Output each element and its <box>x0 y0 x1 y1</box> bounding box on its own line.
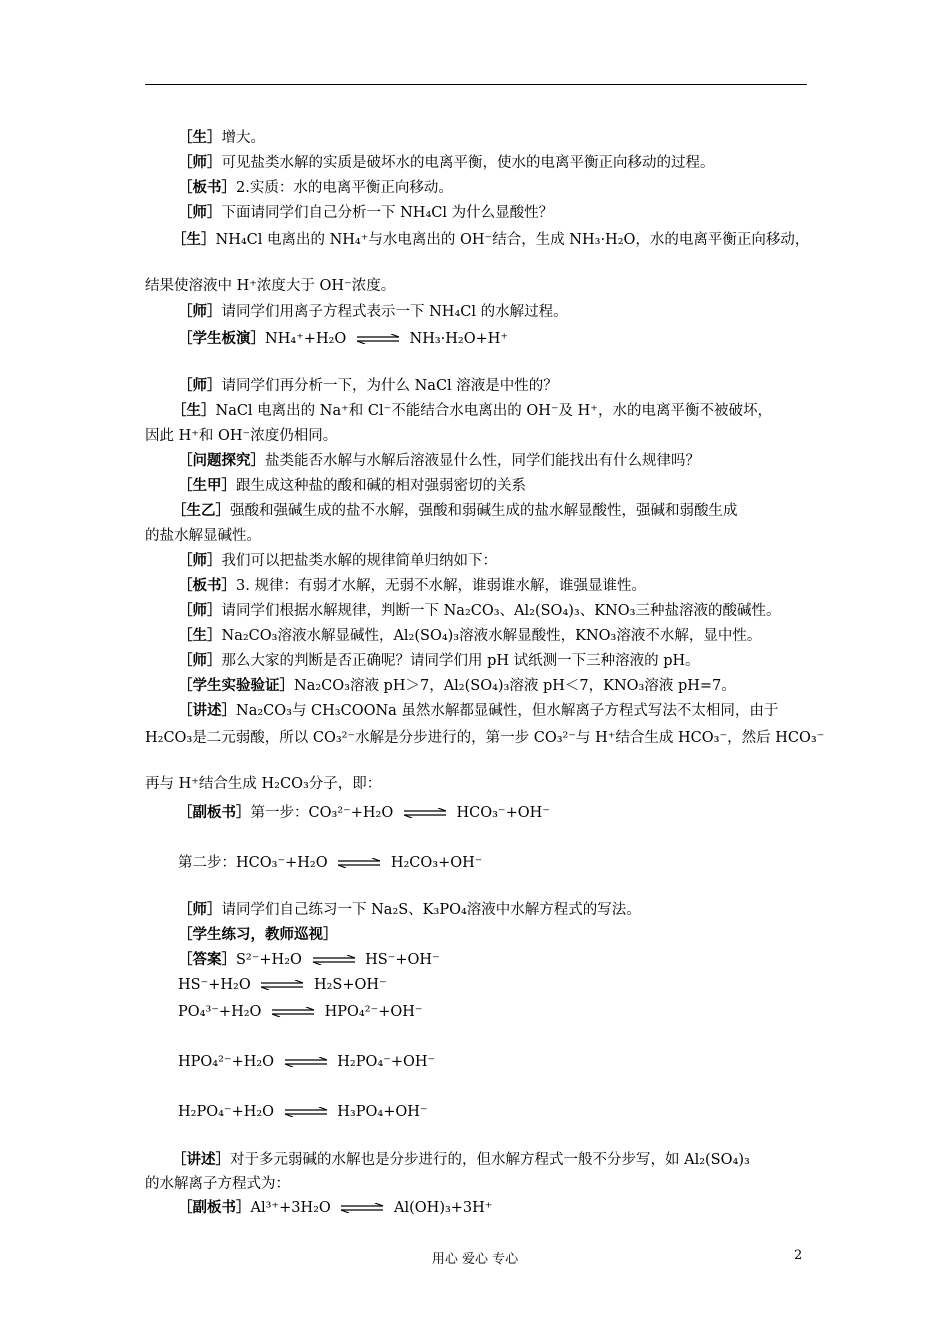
equation-line: HS⁻+H₂O H₂S+OH⁻ <box>178 977 387 993</box>
equilibrium-arrow-icon <box>259 980 305 990</box>
dialogue-line: ［生乙］强酸和强碱生成的盐不水解，强酸和弱碱生成的盐水解显酸性，强碱和弱酸生成 <box>172 503 738 519</box>
equilibrium-arrow-icon <box>283 1107 329 1117</box>
dialogue-line: ［讲述］Na₂CO₃与 CH₃COONa 虽然水解都显碱性，但水解离子方程式写法不太相同，由于 <box>178 703 779 719</box>
dialogue-line: ［师］可见盐类水解的实质是破坏水的电离平衡，使水的电离平衡正向移动的过程。 <box>178 155 715 171</box>
continuation-line: 的盐水解显碱性。 <box>145 528 261 544</box>
dialogue-line: ［师］请同学们自己练习一下 Na₂S、K₃PO₄溶液中水解方程式的写法。 <box>178 902 641 918</box>
equation-line: H₂PO₄⁻+H₂O H₃PO₄+OH⁻ <box>178 1104 428 1120</box>
continuation-line: 的水解离子方程式为： <box>145 1176 290 1192</box>
equation-line: ［副板书］第一步：CO₃²⁻+H₂O HCO₃⁻+OH⁻ <box>178 805 550 821</box>
page-number: 2 <box>794 1248 803 1263</box>
equation-line: HPO₄²⁻+H₂O H₂PO₄⁻+OH⁻ <box>178 1054 436 1070</box>
continuation-line: H₂CO₃是二元弱酸，所以 CO₃²⁻水解是分步进行的，第一步 CO₃²⁻与 H⁺结合生成 HCO₃⁻，然后 HCO₃⁻ <box>145 730 825 746</box>
equilibrium-arrow-icon <box>283 1057 329 1067</box>
dialogue-line: ［生］NH₄Cl 电离出的 NH₄⁺与水电离出的 OH⁻结合，生成 NH₃·H₂O，水的电离平衡正向移动， <box>172 232 810 248</box>
dialogue-line: ［师］请同学们根据水解规律，判断一下 Na₂CO₃、Al₂(SO₄)₃、KNO₃三种盐溶液的酸碱性。 <box>178 603 781 619</box>
equilibrium-arrow-icon <box>402 808 448 818</box>
continuation-line: 结果使溶液中 H⁺浓度大于 OH⁻浓度。 <box>145 278 396 294</box>
dialogue-line: ［问题探究］盐类能否水解与水解后溶液显什么性，同学们能找出有什么规律吗？ <box>178 453 700 469</box>
board-note: ［板书］3. 规律：有弱才水解，无弱不水解，谁弱谁水解，谁强显谁性。 <box>178 578 646 594</box>
dialogue-line: ［师］请同学们用离子方程式表示一下 NH₄Cl 的水解过程。 <box>178 304 568 320</box>
equation-line: 第二步：HCO₃⁻+H₂O H₂CO₃+OH⁻ <box>178 855 483 871</box>
section-label: ［学生练习，教师巡视］ <box>178 927 338 943</box>
dialogue-line: ［师］我们可以把盐类水解的规律简单归纳如下： <box>178 553 497 569</box>
equilibrium-arrow-icon <box>336 858 382 868</box>
equilibrium-arrow-icon <box>355 334 401 344</box>
dialogue-line: ［生］NaCl 电离出的 Na⁺和 Cl⁻不能结合水电离出的 OH⁻及 H⁺，水的电离平衡不被破坏， <box>172 403 772 419</box>
equation-line: ［答案］S²⁻+H₂O HS⁻+OH⁻ <box>178 952 440 968</box>
board-note: ［板书］2.实质：水的电离平衡正向移动。 <box>178 180 453 196</box>
equation-line: ［副板书］Al³⁺+3H₂O Al(OH)₃+3H⁺ <box>178 1200 493 1216</box>
continuation-line: 再与 H⁺结合生成 H₂CO₃分子，即： <box>145 776 382 792</box>
header-rule <box>145 84 807 85</box>
dialogue-line: ［讲述］对于多元弱碱的水解也是分步进行的，但水解方程式一般不分步写，如 Al₂(SO₄)₃ <box>172 1152 750 1168</box>
page-footer: 用心 爱心 专心 <box>431 1252 519 1267</box>
equation-line: PO₄³⁻+H₂O HPO₄²⁻+OH⁻ <box>178 1004 423 1020</box>
equation-line: ［学生板演］NH₄⁺+H₂O NH₃·H₂O+H⁺ <box>178 331 509 347</box>
dialogue-line: ［生甲］跟生成这种盐的酸和碱的相对强弱密切的关系 <box>178 478 526 494</box>
dialogue-line: ［学生实验验证］Na₂CO₃溶液 pH＞7，Al₂(SO₄)₃溶液 pH＜7，KNO₃溶液 pH=7。 <box>178 678 736 694</box>
equilibrium-arrow-icon <box>311 955 357 965</box>
dialogue-line: ［师］那么大家的判断是否正确呢？请同学们用 pH 试纸测一下三种溶液的 pH。 <box>178 653 700 669</box>
continuation-line: 因此 H⁺和 OH⁻浓度仍相同。 <box>145 428 338 444</box>
dialogue-line: ［生］Na₂CO₃溶液水解显碱性，Al₂(SO₄)₃溶液水解显酸性，KNO₃溶液不水解，显中性。 <box>178 628 762 644</box>
equilibrium-arrow-icon <box>339 1203 385 1213</box>
dialogue-line: ［师］请同学们再分析一下，为什么 NaCl 溶液是中性的？ <box>178 378 558 394</box>
dialogue-line: ［生］增大。 <box>178 130 265 146</box>
equilibrium-arrow-icon <box>270 1007 316 1017</box>
dialogue-line: ［师］下面请同学们自己分析一下 NH₄Cl 为什么显酸性？ <box>178 205 554 221</box>
